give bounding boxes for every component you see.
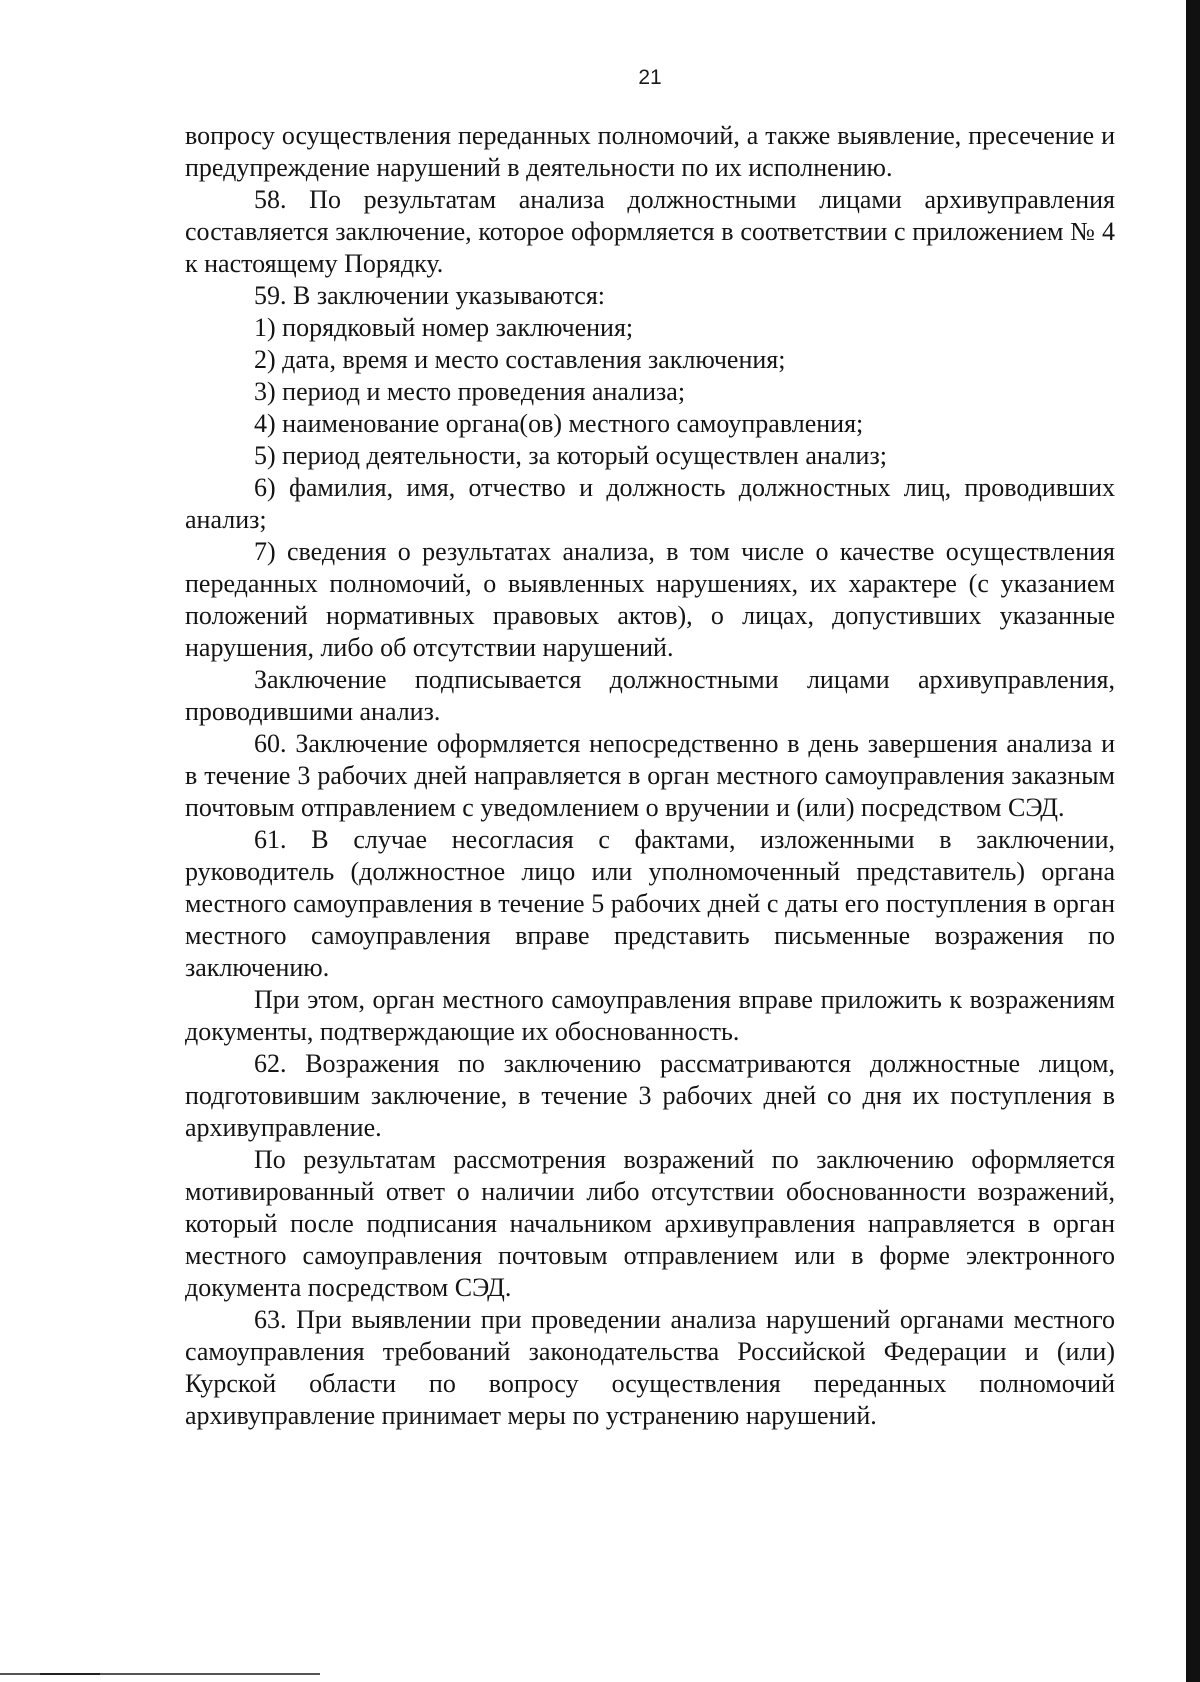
page-number: 21	[638, 66, 662, 89]
list-item-6: 6) фамилия, имя, отчество и должность должностных лиц, проводивших анализ;	[185, 473, 1115, 534]
paragraph-59: 59. В заключении указываются:	[254, 281, 606, 310]
paragraph-reasoned-answer: По результатам рассмотрения возражений по заключению оформляется мотивированный ответ о наличии либо отсутствии обоснованности возражений, который после подписания начальником архивуправления направляется в орган местного самоуправления почтовым отправлением или в форме электронного документа посредством СЭД.	[185, 1145, 1115, 1302]
list-item-3: 3) период и место проведения анализа;	[254, 377, 686, 406]
list-item-7: 7) сведения о результатах анализа, в том числе о качестве осуществления переданных полномочий, о выявленных нарушениях, их характере (с указанием положений нормативных правовых актов), о лицах, допустивших указанные нарушения, либо об отсутствии нарушений.	[185, 537, 1115, 662]
scan-artifact-line	[40, 1673, 100, 1675]
paragraph-60: 60. Заключение оформляется непосредственно в день завершения анализа и в течение 3 рабочих дней направляется в орган местного самоуправления заказным почтовым отправлением с уведомлением о вручении и (или) посредством СЭД.	[185, 729, 1115, 822]
list-item-5: 5) период деятельности, за который осуществлен анализ;	[254, 441, 887, 470]
paragraph-signature: Заключение подписывается должностными лицами архивуправления, проводившими анализ.	[185, 665, 1115, 726]
paragraph-63: 63. При выявлении при проведении анализа нарушений органами местного самоуправления требований законодательства Российской Федерации и (или) Курской области по вопросу осуществления переданных полномочий архивуправление принимает меры по устранению нарушений.	[185, 1305, 1115, 1430]
paragraph-62: 62. Возражения по заключению рассматриваются должностные лицом, подготовившим заключение, в течение 3 рабочих дней со дня их поступления в архивуправление.	[185, 1049, 1115, 1142]
list-item-2: 2) дата, время и место составления заключения;	[254, 345, 786, 374]
paragraph-61: 61. В случае несогласия с фактами, изложенными в заключении, руководитель (должностное лицо или уполномоченный представитель) органа местного самоуправления в течение 5 рабочих дней с даты его поступления в орган местного самоуправления вправе представить письменные возражения по заключению.	[185, 825, 1115, 982]
list-item-4: 4) наименование органа(ов) местного самоуправления;	[254, 409, 864, 438]
paragraph-continuation: вопросу осуществления переданных полномочий, а также выявление, пресечение и предупреждение нарушений в деятельности по их исполнению.	[185, 121, 1115, 182]
paragraph-objections-docs: При этом, орган местного самоуправления вправе приложить к возражениям документы, подтверждающие их обоснованность.	[185, 985, 1115, 1046]
document-body	[185, 120, 1115, 1432]
paragraph-58: 58. По результатам анализа должностными лицами архивуправления составляется заключение, которое оформляется в соответствии с приложением № 4 к настоящему Порядку.	[185, 185, 1115, 278]
scan-edge	[1186, 0, 1200, 1682]
list-item-1: 1) порядковый номер заключения;	[254, 313, 634, 342]
